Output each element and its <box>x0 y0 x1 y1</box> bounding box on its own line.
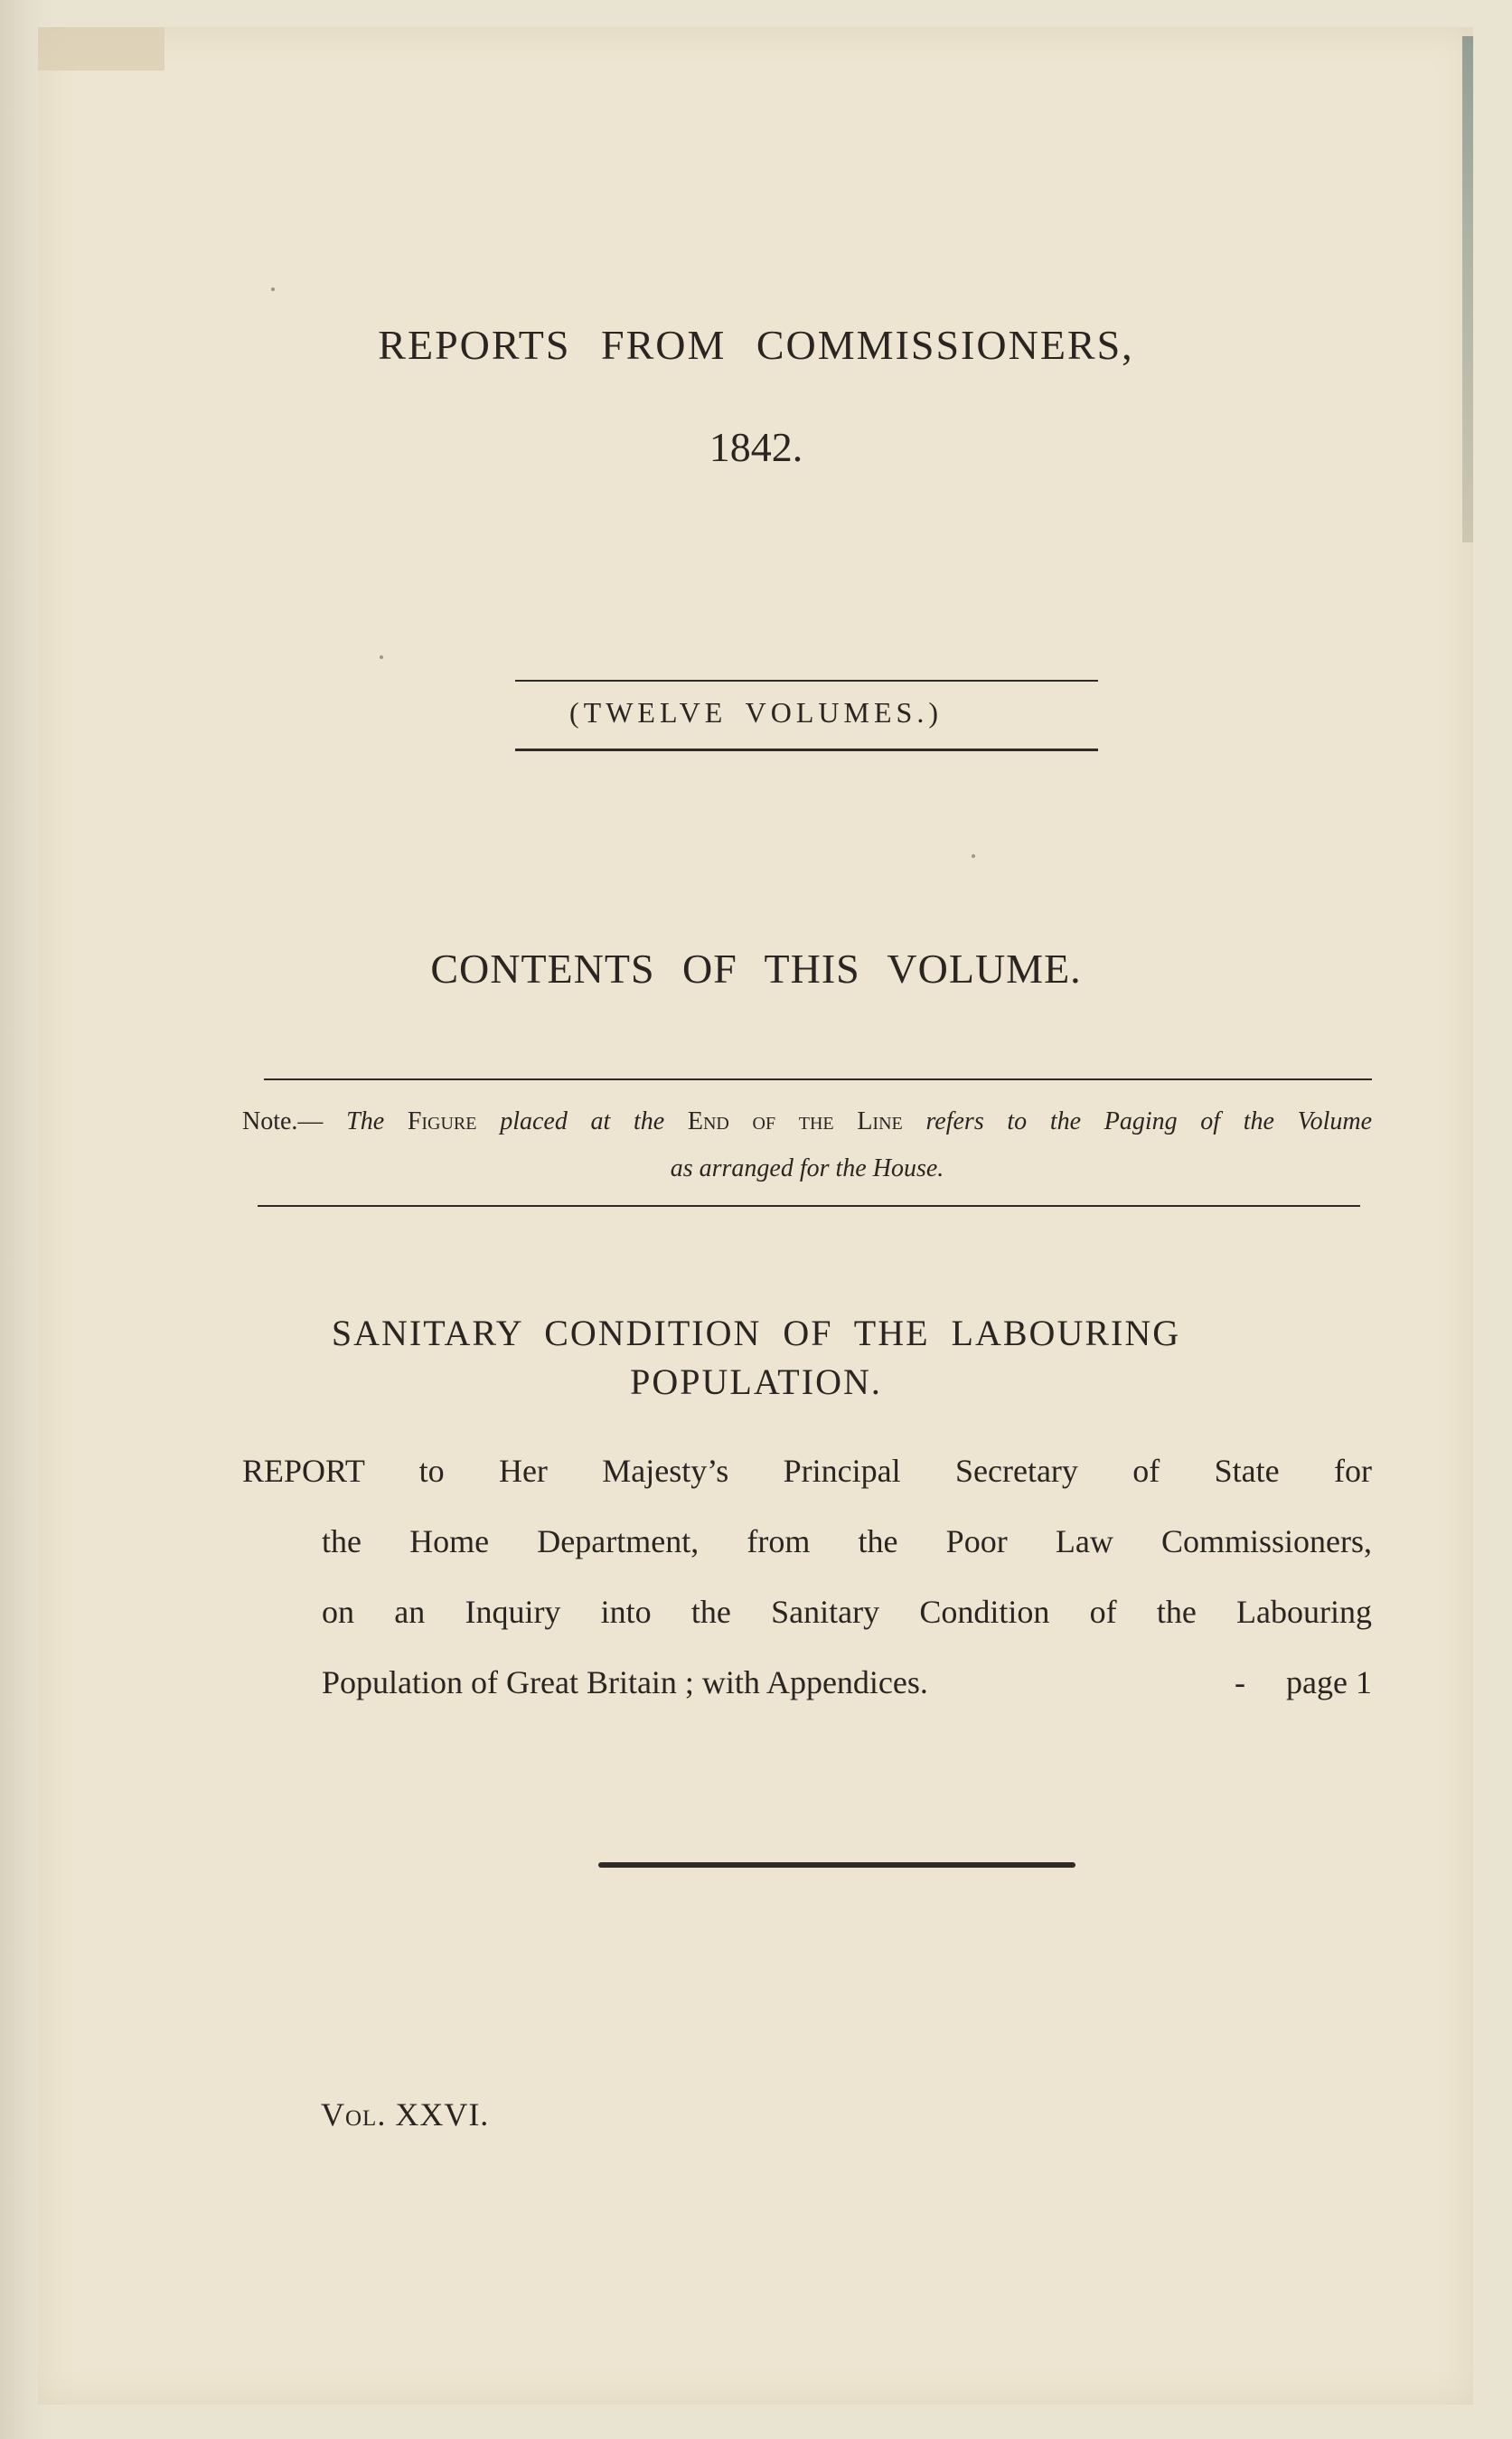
section-title <box>0 1309 1512 1407</box>
contents-heading: CONTENTS OF THIS VOLUME. <box>430 946 1082 992</box>
note-text: The <box>346 1107 385 1135</box>
rule-below-volumes <box>515 749 1098 751</box>
report-page-ref-group <box>1235 1647 1372 1718</box>
rule-below-note <box>258 1205 1360 1207</box>
page-title: REPORTS FROM COMMISSIONERS, <box>378 322 1134 368</box>
closing-rule <box>598 1862 1075 1868</box>
ink-speck <box>972 854 975 858</box>
section-title-line-1: SANITARY CONDITION OF THE LABOURING <box>331 1313 1181 1353</box>
page-year: 1842. <box>709 424 803 470</box>
note-text: End of the Line <box>687 1107 903 1135</box>
page-reference: page 1 <box>1286 1664 1372 1700</box>
ink-speck <box>271 287 275 291</box>
report-line-3: on an Inquiry into the Sanitary Condition of the Labouring <box>322 1594 1372 1630</box>
report-entry <box>242 1436 1372 1718</box>
paper-corner-stain <box>38 27 164 71</box>
paging-note-line-2: as arranged for the House. <box>670 1154 944 1182</box>
note-text: Figure <box>407 1107 477 1135</box>
note-text: placed at the <box>500 1107 665 1135</box>
report-line-4 <box>322 1647 1372 1718</box>
volume-number: Vol. XXVI. <box>321 2096 490 2133</box>
leader-dash: - <box>1235 1664 1246 1700</box>
paging-note-line-1 <box>242 1098 1372 1145</box>
paging-note <box>242 1098 1372 1192</box>
note-text: refers to the Paging of the Volume <box>925 1107 1373 1135</box>
report-line-2: the Home Department, from the Poor Law Commissioners, <box>322 1523 1372 1559</box>
section-title-line-2: POPULATION. <box>630 1361 882 1402</box>
ink-speck <box>380 655 383 659</box>
rule-above-volumes <box>515 680 1098 682</box>
report-line-1: REPORT to Her Majesty’s Principal Secretary of State for <box>242 1453 1372 1489</box>
report-line-4-text: Population of Great Britain ; with Appendices. <box>322 1664 928 1700</box>
volumes-count: (TWELVE VOLUMES.) <box>569 696 943 729</box>
paper-leaf <box>38 27 1473 2405</box>
note-lead: Note.— <box>242 1107 324 1135</box>
rule-above-note <box>264 1078 1372 1080</box>
